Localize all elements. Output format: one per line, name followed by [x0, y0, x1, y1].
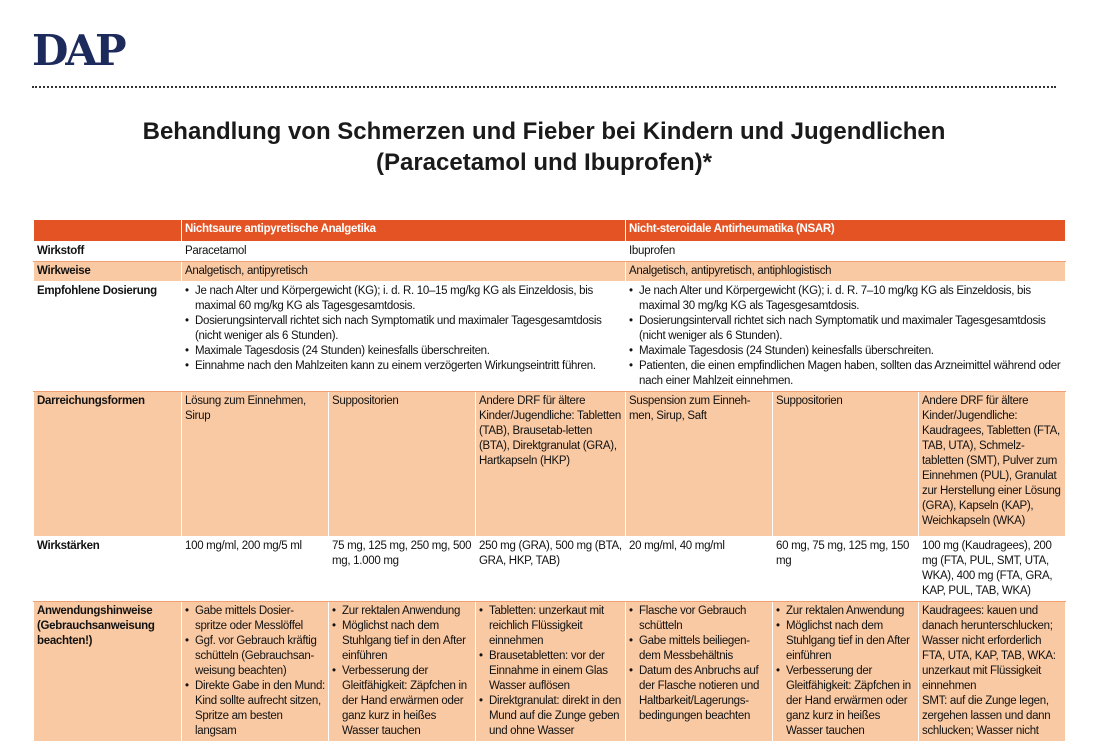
list-item: • Flasche vor Gebrauch schütteln — [629, 604, 769, 634]
list-item: • Maximale Tagesdosis (24 Stunden) keinesfalls überschreiten. — [185, 344, 622, 359]
cell-ibuprofen: Ibuprofen — [626, 242, 1066, 262]
cell-ibuprofen-supp: 60 mg, 75 mg, 125 mg, 150 mg — [773, 537, 919, 602]
bullet-list — [185, 604, 325, 739]
row-wirkstoff — [34, 242, 1066, 262]
dap-logo: DAP — [32, 26, 124, 75]
cell-ibuprofen-oral — [626, 602, 773, 742]
text-line: FTA, UTA, KAP, TAB, WKA: unzerkaut mit Flüssigkeit einnehmen — [922, 650, 1056, 692]
list-item: • Möglichst nach dem Stuhlgang tief in den After einführen — [776, 619, 915, 664]
list-item: • Patienten, die einen empfindlichen Magen haben, sollten das Arzneimittel während oder nach einer Mahlzeit einnehmen. — [629, 359, 1062, 389]
list-item: • Je nach Alter und Körpergewicht (KG); i. d. R. 10–15 mg/kg KG als Einzeldosis, bis maximal 60 mg/kg KG als Tagesgesamtdosis. — [185, 284, 622, 314]
list-item: • Je nach Alter und Körpergewicht (KG); i. d. R. 7–10 mg/kg KG als Einzeldosis, bis maximal 30 mg/kg KG als Tagesgesamtdosis. — [629, 284, 1062, 314]
list-item: • Zur rektalen Anwendung — [332, 604, 472, 619]
row-label: Wirkweise — [34, 262, 182, 282]
list-item: • Verbesserung der Gleitfähigkeit: Zäpfchen in der Hand erwärmen oder ganz kurz in heißes Wasser tauchen — [332, 664, 472, 739]
bullet-list — [629, 604, 769, 724]
list-item: • Dosierungsintervall richtet sich nach Symptomatik und maximaler Tagesgesamtdosis (nicht weniger als 6 Stunden). — [185, 314, 622, 344]
list-item: • Gabe mittels Dosier-spritze oder Messlöffel — [185, 604, 325, 634]
cell-paracetamol-supp: Suppositorien — [329, 392, 476, 537]
list-item: • Ggf. vor Gebrauch kräftig schütteln (Gebrauchsan-weisung beachten) — [185, 634, 325, 679]
row-anwendungshinweise — [34, 602, 1066, 742]
list-item: • Zur rektalen Anwendung — [776, 604, 915, 619]
cell-paracetamol-other: Andere DRF für ältere Kinder/Jugendliche: Tabletten (TAB), Brausetab-letten (BTA), Direktgranulat (GRA), Hartkapseln (HKP) — [476, 392, 626, 537]
list-item: • Datum des Anbruchs auf der Flasche notieren und Haltbarkeit/Lagerungs-bedingungen beachten — [629, 664, 769, 724]
row-label: Wirkstoff — [34, 242, 182, 262]
row-dosierung — [34, 282, 1066, 392]
dotted-divider — [32, 86, 1056, 88]
cell-paracetamol: Analgetisch, antipyretisch — [182, 262, 626, 282]
row-label: Wirkstärken — [34, 537, 182, 602]
row-label: Darreichungsformen — [34, 392, 182, 537]
page-title — [32, 116, 1056, 178]
cell-paracetamol-other: 250 mg (GRA), 500 mg (BTA, GRA, HKP, TAB) — [476, 537, 626, 602]
cell-paracetamol-supp: 75 mg, 125 mg, 250 mg, 500 mg, 1.000 mg — [329, 537, 476, 602]
group-header-ibuprofen: Nicht-steroidale Antirheumatika (NSAR) — [626, 220, 1066, 242]
group-header-paracetamol: Nichtsaure antipyretische Analgetika — [182, 220, 626, 242]
cell-paracetamol-oral: 100 mg/ml, 200 mg/5 ml — [182, 537, 329, 602]
list-item: • Möglichst nach dem Stuhlgang tief in den After einführen — [332, 619, 472, 664]
row-wirkstaerken — [34, 537, 1066, 602]
bullet-list — [185, 284, 622, 374]
cell-ibuprofen-other: 100 mg (Kaudragees), 200 mg (FTA, PUL, SMT, UTA, WKA), 400 mg (FTA, GRA, KAP, PUL, TAB, WKA) — [919, 537, 1066, 602]
cell-ibuprofen-oral: 20 mg/ml, 40 mg/ml — [626, 537, 773, 602]
list-item: • Direkte Gabe in den Mund: Kind sollte aufrecht sitzen, Spritze am besten langsam — [185, 679, 325, 739]
row-label: Empfohlene Dosierung — [34, 282, 182, 392]
row-wirkweise — [34, 262, 1066, 282]
cell-paracetamol: Paracetamol — [182, 242, 626, 262]
list-item: • Tabletten: unzerkaut mit reichlich Flüssigkeit einnehmen — [479, 604, 622, 649]
medication-table — [33, 219, 1066, 742]
list-item: • Verbesserung der Gleitfähigkeit: Zäpfchen in der Hand erwärmen oder ganz kurz in heißes Wasser tauchen — [776, 664, 915, 739]
cell-ibuprofen: Analgetisch, antipyretisch, antiphlogistisch — [626, 262, 1066, 282]
list-item: • Dosierungsintervall richtet sich nach Symptomatik und maximaler Tagesgesamtdosis (nicht weniger als 6 Stunden). — [629, 314, 1062, 344]
list-item: • Gabe mittels beiliegen-dem Messbehältnis — [629, 634, 769, 664]
row-label: Anwendungshinweise (Gebrauchsanweisung beachten!) — [34, 602, 182, 742]
bullet-list — [776, 604, 915, 739]
cell-ibuprofen-oral: Suspension zum Einneh-men, Sirup, Saft — [626, 392, 773, 537]
cell-ibuprofen-supp: Suppositorien — [773, 392, 919, 537]
bullet-list — [332, 604, 472, 739]
list-item: • Direktgranulat: direkt in den Mund auf die Zunge geben und ohne Wasser — [479, 694, 622, 739]
header-empty-cell — [34, 220, 182, 242]
cell-paracetamol-other — [476, 602, 626, 742]
cell-paracetamol — [182, 282, 626, 392]
cell-ibuprofen-other: Andere DRF für ältere Kinder/Jugendliche: Kaudragees, Tabletten (FTA, TAB, UTA), Schmelz-tabletten (SMT), Pulver zum Einnehmen (PUL), Granulat zur Herstellung einer Lösung (GRA), Kapseln (KAP), Weichkapseln (WKA) — [919, 392, 1066, 537]
cell-ibuprofen — [626, 282, 1066, 392]
list-item: • Brausetabletten: vor der Einnahme in einem Glas Wasser auflösen — [479, 649, 622, 694]
text-line: Kaudragees: kauen und danach herunterschlucken; Wasser nicht erforderlich — [922, 605, 1053, 647]
cell-paracetamol-supp — [329, 602, 476, 742]
row-darreichungsformen — [34, 392, 1066, 537]
cell-paracetamol-oral — [182, 602, 329, 742]
title-line-1: Behandlung von Schmerzen und Fieber bei Kindern und Jugendlichen — [142, 118, 946, 145]
group-header-row — [34, 220, 1066, 242]
list-item: • Maximale Tagesdosis (24 Stunden) keinesfalls überschreiten. — [629, 344, 1062, 359]
cell-ibuprofen-supp — [773, 602, 919, 742]
list-item: • Einnahme nach den Mahlzeiten kann zu einem verzögerten Wirkungseintritt führen. — [185, 359, 622, 374]
bullet-list — [479, 604, 622, 739]
title-line-2: (Paracetamol und Ibuprofen)* — [375, 149, 713, 176]
cell-ibuprofen-other — [919, 602, 1066, 742]
bullet-list — [629, 284, 1062, 389]
text-line: SMT: auf die Zunge legen, zergehen lassen und dann schlucken; Wasser nicht — [922, 695, 1051, 737]
cell-paracetamol-oral: Lösung zum Einnehmen, Sirup — [182, 392, 329, 537]
